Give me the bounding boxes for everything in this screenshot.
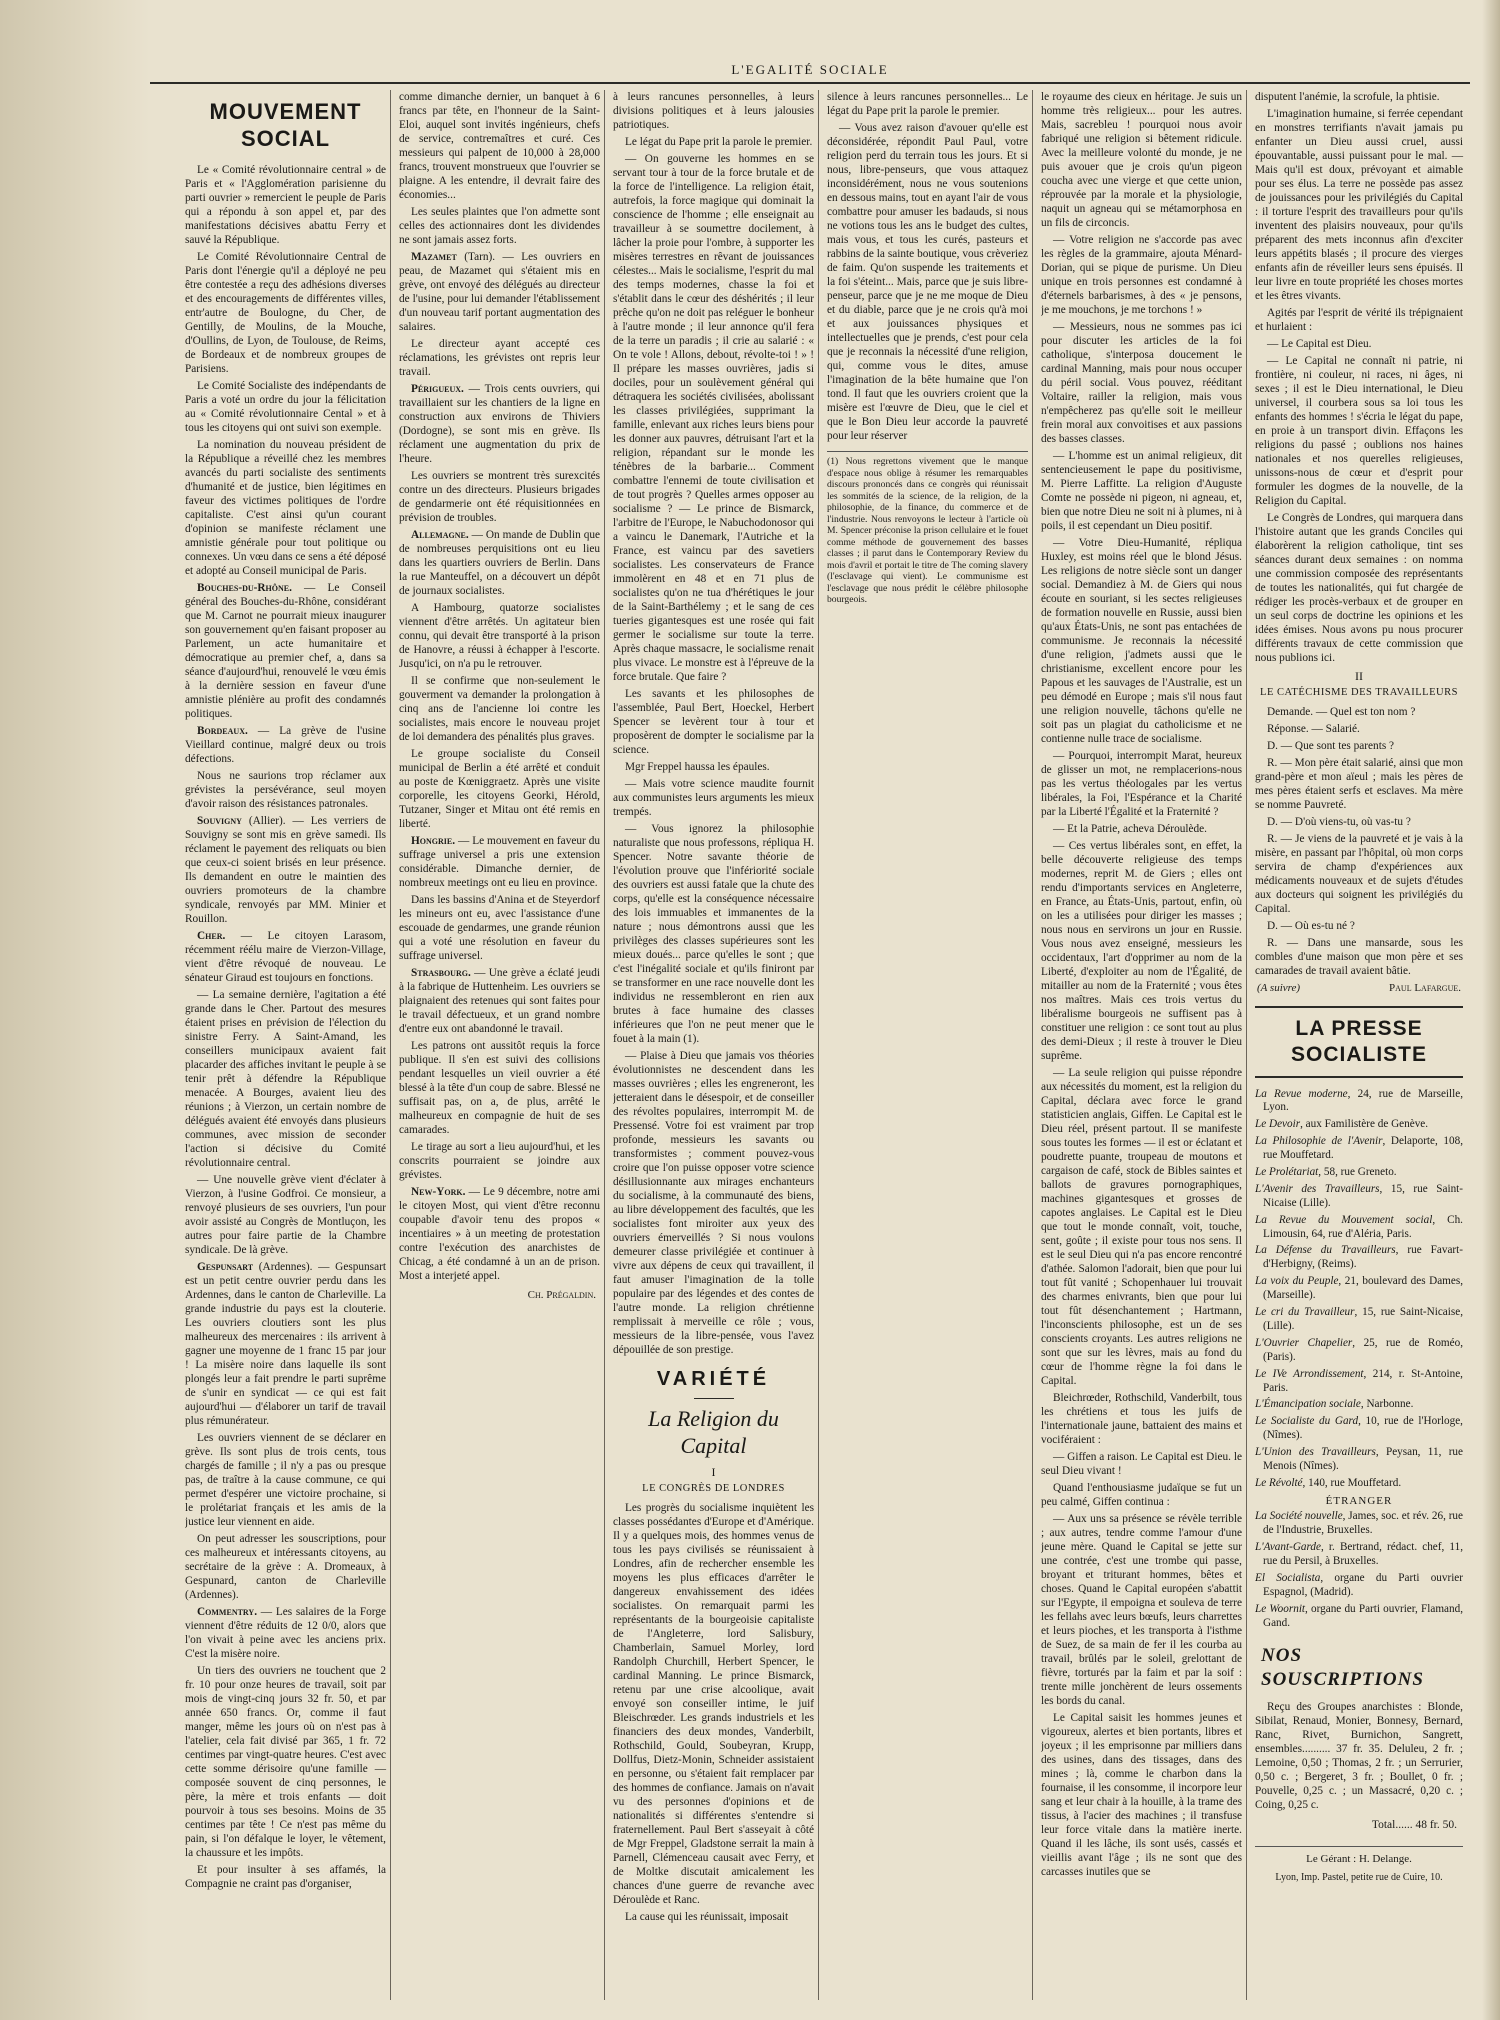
paragraph: — La seule religion qui puisse répondre aux nécessités du moment, est la religion du Capital, déclara avec force le grand statisticien anglais, Giffen. Le Capital est le Dieu réel, présent partout. Il se manifeste sous toutes les formes — il est or éclatant et poudrette puante, troupeau de moutons et cargaison de café, stock de Bibles saintes et ballots de gravures pornographiques, machines gigantesques et grosses de capotes anglaises. Le Capital est le Dieu que tout le monde connaît, voit, touche, sent, goûte ; il existe pour tous nos sens. Il est le seul Dieu qui n'a pas encore rencontré d'athée. Salomon l'adorait, bien que pour lui tout fût vanité ; Schopenhauer lui trouvait des charmes enivrants, bien que pour lui tout fût désenchantement ; Hartmann, l'inconscients philosophe, est un de ses conscients croyants. Les autres religions ne sont que sur les lèvres, mais au fond du cœur de l'homme règne la foi dans le Capital.	[1041, 1067, 1242, 1387]
dialogue-line: R. — Mon père était salarié, ainsi que mon grand-père et mon aïeul ; mais les pères de mes pères étaient serfs et esclaves. Ma mère se nomme Pauvreté.	[1255, 756, 1463, 811]
chapter-number: II	[1355, 669, 1363, 683]
paragraph: — Mais votre science maudite fournit aux communistes leurs arguments les mieux trempés.	[613, 778, 814, 818]
press-address: , Ch. Limousin, 64, rue d'Aléria, Paris.	[1263, 1213, 1463, 1240]
press-entry	[1255, 1446, 1463, 1474]
printer-imprint: Lyon, Imp. Pastel, petite rue de Cuire, 10.	[1275, 1872, 1443, 1884]
paragraph: Quand l'enthousiasme judaïque se fut un peu calmé, Giffen continua :	[1041, 1482, 1242, 1508]
press-title: El Socialista	[1255, 1571, 1321, 1584]
running-title: L'EGALITÉ SOCIALE	[150, 62, 1470, 84]
place-name: Bouches-du-Rhône.	[197, 581, 292, 594]
news-item: Bouches-du-Rhône. — Le Conseil général des Bouches-du-Rhône, considérant que M. Carnot ne pourrait mieux inaugurer son gouvernement qu'en faisant proposer au Parlement, un acte humanitaire et démocratique au premier chef, a, dans sa séance d'aujourd'hui, renouvelé le vœu émis à la dernière session en faveur d'une amnistie plénière au profit des condamnés politiques.	[185, 581, 386, 720]
paragraph: La cause qui les réunissait, imposait	[625, 1911, 789, 1924]
place-name: Gespunsart	[197, 1260, 254, 1273]
press-list	[1255, 1088, 1463, 1491]
news-item: Gespunsart (Ardennes). — Gespunsart est un petit centre ouvrier perdu dans les Ardennes, dans le canton de Charleville. La grande industrie du pays est la clouterie. Les ouvriers cloutiers sont les plus malheureux des mercenaires : ils arrivent à gagner une moyenne de 1 franc 15 par jour ! La misère noire dans laquelle ils sont plongés leur a fait prendre le parti suprême de s'unir en syndicat — ce qui est fait aujourd'hui — d'élaborer un tarif de travail plus rémunérateur.	[185, 1260, 386, 1427]
press-title: L'Ouvrier Chapelier	[1255, 1336, 1353, 1349]
press-title: La Société nouvelle	[1255, 1510, 1343, 1523]
article-title: La Religion du Capital	[648, 1405, 779, 1459]
press-entry	[1255, 1214, 1463, 1242]
presse-socialiste-title: LA PRESSE SOCIALISTE	[1255, 1006, 1463, 1078]
paragraph: Agités par l'esprit de vérité ils trépignaient et hurlaient :	[1255, 307, 1463, 333]
paragraph: — Aux uns sa présence se révèle terrible ; aux autres, tendre comme l'amour d'une jeune mère. Quand le Capital se jette sur une contrée, c'est une trombe qui passe, broyant et triturant hommes, bêtes et choses. Quand le Capital européen s'abattit sur l'Egypte, il empoigna et souleva de terre les fellahs avec leurs bœufs, leurs charrettes et leurs pioches, et les transporta à l'isthme de Suez, de sa main de fer il les courba au travail, brûlés par le soleil, grelottant de fièvre, torturés par la faim et par la soif : trente mille jonchèrent de leurs ossements les bords du canal.	[1041, 1513, 1242, 1707]
press-title: La Revue du Mouvement social	[1255, 1213, 1433, 1226]
paragraph: Le tirage au sort a lieu aujourd'hui, et les conscrits pourraient se joindre aux grévistes.	[399, 1141, 600, 1181]
press-entry	[1255, 1477, 1463, 1491]
paragraph: — Votre religion ne s'accorde pas avec les règles de la grammaire, ajouta Ménard-Dorian, qui se pique de purisme. Un Dieu unique en trois personnes est condamné à d'éternels barbarismes, à des « je pensons, je me mouchons, je me torchons ! »	[1041, 234, 1242, 316]
news-item: Cher. — Le citoyen Larasom, récemment réélu maire de Vierzon-Village, vient d'être révoqué de nouveau. Le sénateur Giraud est toujours en fonctions.	[185, 929, 386, 984]
chapter-number: I	[711, 1465, 716, 1480]
column-3	[613, 90, 819, 2000]
press-entry	[1255, 1118, 1463, 1132]
paragraph: — Le Capital ne connaît ni patrie, ni frontière, ni couleur, ni races, ni âges, ni sexes ; il est le Dieu international, le Dieu universel, il courbera sous sa loi tous les enfants des hommes ! s'écria le légat du pape, en proie à un transport divin. Effaçons les religions du passé ; oublions nos haines nationales et nos querelles religieuses, unissons-nous de cœur et d'esprit pour formuler les dogmes de la nouvelle, de la Religion du Capital.	[1255, 355, 1463, 507]
paragraph: Un tiers des ouvriers ne touchent que 2 fr. 10 pour onze heures de travail, soit par mois de vingt-cinq jours 32 fr. 50, et par année 650 francs. Or, comme il faut manger, même les jours où on n'est pas à l'atelier, cela fait divisé par 365, 1 fr. 72 centimes par vingt-quatre heures. C'est avec cette somme dérisoire qu'une famille — composée souvent de cinq personnes, le père, la mère et trois enfants — doit pourvoir à tous ses besoins. Moins de 35 centimes par tête ! Ce n'est pas même du pain, si l'on défalque le loyer, le vêtement, la chaussure et les impôts.	[185, 1664, 386, 1859]
press-entry	[1255, 1398, 1463, 1412]
press-entry	[1255, 1415, 1463, 1443]
dialogue-line: D. — Où es-tu né ?	[1267, 919, 1355, 932]
paragraph: Le directeur ayant accepté ces réclamations, les grévistes ont repris leur travail.	[399, 338, 600, 378]
paragraph: Les seules plaintes que l'on admette sont celles des actionnaires dont les dividendes ne sont jamais assez forts.	[399, 206, 600, 246]
press-title: L'Émancipation sociale	[1255, 1398, 1361, 1411]
chapter-title: LE CATÉCHISME DES TRAVAILLEURS	[1260, 686, 1458, 698]
press-address: , Peysan, 11, rue Menois (Nîmes).	[1263, 1446, 1463, 1472]
press-entry	[1255, 1368, 1463, 1396]
paragraph: L'imagination humaine, si ferrée cependant en monstres terrifiants n'avait jamais pu enfanter un Dieu aussi cruel, aussi épouvantable, aussi puissant pour le mal. — Mais qu'il est doux, prévoyant et aimable pour ses élus. La terre ne possède pas assez de jouissances pour les privilégiés du Capital : il torture l'esprit des travailleurs pour qu'ils inventent des plaisirs nouveaux, pour qu'ils préparent des mets inconnus afin d'exciter leurs appétits blasés ; il procure des vierges enfants afin de réveiller leurs sens épuisés. Il leur livre en toute propriété les choses mortes et les êtres vivants.	[1255, 108, 1463, 302]
press-entry	[1255, 1244, 1463, 1272]
souscriptions-text: Reçu des Groupes anarchistes : Blonde, Sibilat, Renaud, Monier, Bonnesy, Bernard, Ranc, Rivet, Burnichon, Sangrett, ensembles.......... 37 fr. 35. Deluleu, 2 fr. ; Lemoine, 0,50 ; Thomas, 2 fr. ; un Serrurier, 0,50 c. ; Bergeret, 3 fr. ; Boullet, 0 fr. ; Pouvelle, 0,25 c. ; un Massacré, 0,20 c. ; Coing, 0,25 c.	[1255, 1700, 1463, 1811]
column-5	[1041, 90, 1247, 2000]
press-address: , rue Favart-d'Herbigny, (Reims).	[1263, 1244, 1463, 1271]
press-title: La Défense du Travailleurs	[1255, 1244, 1396, 1257]
place-name: Mazamet	[411, 251, 457, 263]
paragraph: — On gouverne les hommes en se servant tour à tour de la force brutale et de la force de l'intelligence. La religion était, autrefois, la force magique qui dominait la conscience de l'homme ; elle enseignait au travailleur à se soumettre docilement, à lâcher la proie pour l'ombre, à supporter les misères terrestres en rêvant de jouissances célestes... Mais le socialisme, l'esprit du mal des temps modernes, chasse la foi et s'établit dans le cœur des déshérités ; il leur prêche qu'on ne doit pas reléguer le bonheur à l'autre monde ; il leur annonce qu'il fera de la terre un paradis ; il crie au salarié : « On te vole ! Allons, debout, révolte-toi ! » ! Il prépare les masses ouvrières, jadis si dociles, pour un soulèvement général qui détraquera les sociétés civilisées, abolissant les classes privilégiées, supprimant la famille, enlevant aux riches leurs biens pour les donner aux pauvres, détruisant l'art et la religion, répandant sur le monde les ténèbres de la barbarie... Comment combattre l'ennemi de toute civilisation et de tout progrès ? Quelles armes opposer au socialisme ? — Le prince de Bismarck, l'arbitre de l'Europe, le Nabuchodonosor qui a vaincu le Danemark, l'Autriche et la France, est vaincu par des savetiers socialistes. Les conservateurs de France immolèrent en 48 et en 71 plus de socialistes qu'on ne tua d'hérétiques le jour de la Saint-Barthélemy ; et le sang de ces tueries gigantesques est une rosée qui fait germer le socialisme sur toute la terre. Après chaque massacre, le socialisme renait plus vivace. Le monstre est à l'épreuve de la force brutale. Que faire ?	[613, 153, 814, 683]
paragraph: Les patrons ont aussitôt requis la force publique. Il s'en est suivi des collisions pendant lesquelles un vieil ouvrier a été blessé à la tête d'un coup de sabre. Blessé ne suffisait pas, on a, de plus, arrêté le malheureux en compagnie de huit de ses camarades.	[399, 1040, 600, 1136]
chapter-title: LE CONGRÈS DE LONDRES	[642, 1483, 785, 1495]
place-name: Cher.	[197, 929, 226, 942]
paragraph: La nomination du nouveau président de la République a réveillé chez les membres avancés du parti socialiste des sentiments d'humanité et de justice, bien légitimes en faveur des victimes politiques de l'ordre capitaliste. C'est ainsi qu'un courant d'opinion se manifeste réclament une amnistie générale pour tout politique ou connexes. Un vœu dans ce sens a été déposé et adopté au Conseil municipal de Paris.	[185, 438, 386, 577]
paragraph: Bleichrœder, Rothschild, Vanderbilt, tous les chrétiens et tous les juifs de l'internationale jaune, battaient des mains et vociféraient :	[1041, 1392, 1242, 1446]
news-item: Périgueux. — Trois cents ouvriers, qui travaillaient sur les chantiers de la ligne en construction aux environs de Thiviers (Dordogne), se sont mis en grève. Ils réclament une augmentation du prix de l'heure.	[399, 383, 600, 465]
author-signature: Paul Lafargue.	[1389, 981, 1461, 994]
press-title: Le Socialiste du Gard	[1255, 1415, 1359, 1428]
signature: Ch. Prégaldin.	[527, 1289, 596, 1301]
press-address: , aux Familistère de Genève.	[1300, 1118, 1429, 1131]
place-name: Bordeaux.	[197, 724, 248, 737]
footnote: (1) Nous regrettons vivement que le manque d'espace nous oblige à résumer les remarquables discours prononcés dans ce congrès qui réunissait les sommités de la science, de la religion, de la philosophie, de la finance, du commerce et de l'industrie. Nous renvoyons le lecteur à l'article où M. Spencer préconise la prison cellulaire et le fouet comme méthode de gouvernement des basses classes ; il parut dans le Contemporary Review du mois d'avril et portait le titre de The coming slavery (l'esclavage qui vient). Le communisme est l'esclavage que nous prédit le célèbre philosophe bourgeois.	[827, 451, 1028, 606]
press-title: La Philosophie de l'Avenir	[1255, 1135, 1383, 1148]
a-suivre: (A suivre)	[1257, 981, 1301, 994]
press-title: Le Woornit	[1255, 1602, 1306, 1615]
press-address: , 21, boulevard des Dames, (Marseille).	[1263, 1275, 1463, 1302]
paragraph: — Une nouvelle grève vient d'éclater à Vierzon, à l'usine Godfroi. Ce monsieur, a renvoyé plusieurs de ses ouvriers, l'un pour avoir assisté au Congrès de Montluçon, les autres pour faire partie de la Chambre syndicale. De là grève.	[185, 1173, 386, 1256]
news-item: New-York. — Le 9 décembre, notre ami le citoyen Most, qui vient d'être reconnu coupable d'avoir tenu des propos « incentiaires » à un meeting de protestation contre l'exécution des anarchistes de Chicag, a été condamné à un an de prison. Most a interjeté appel.	[399, 1186, 600, 1282]
press-entry	[1255, 1166, 1463, 1180]
press-address: , organe du Parti ouvrier Espagnol, (Madrid).	[1263, 1571, 1463, 1598]
paragraph: Le Capital saisit les hommes jeunes et vigoureux, alertes et bien portants, libres et joyeux ; il les emprisonne par milliers dans des usines, dans des tissages, dans des mines ; là, comme le charbon dans la fournaise, il les consomme, il incorpore leur sang et leur chair à la houille, à la trame des tissus, à l'acier des machines ; il transfuse leur force vitale dans la matière inerte. Quand il les lâche, ils sont usés, cassés et vieillis avant l'âge ; ils ne sont que des carcasses inutiles que se	[1041, 1712, 1242, 1878]
press-entry	[1255, 1135, 1463, 1163]
souscriptions-title: NOS SOUSCRIPTIONS	[1261, 1645, 1424, 1691]
page-right-edge	[1482, 0, 1500, 2020]
etranger-heading: ÉTRANGER	[1325, 1494, 1393, 1507]
paragraph: — Plaise à Dieu que jamais vos théories évolutionnistes ne descendent dans les masses ouvrières ; elles les engreneront, les jetteraient dans le désespoir, et de conseiller des révoltes populaires, interrompit M. de Pressensé. Votre foi est vraiment par trop profonde, messieurs les savants ou transformistes ; comment pouvez-vous croire que l'on puisse opposer votre science désillusionnante aux mirages enchanteurs du socialisme, à la communauté des biens, au libre développement des facultés, que les socialistes font miroiter aux yeux des ouvriers émerveillés ? Si nous voulons demeurer classe privilégiée et continuer à vivre aux dépens de ceux qui travaillent, il faut amuser l'imagination de la tolle populaire par des légendes et des contes de l'autre monde. La religion chrétienne remplissait à merveille ce rôle ; vous, messieurs de la libre-pensée, vous l'avez dépouillée de son prestige.	[613, 1050, 814, 1356]
press-entry	[1255, 1306, 1463, 1334]
press-title: L'Union des Travailleurs	[1255, 1446, 1376, 1459]
paragraph: disputent l'anémie, la scrofule, la phtisie.	[1255, 91, 1440, 103]
column-2	[399, 90, 605, 2000]
press-address: , Delaporte, 108, rue Mouffetard.	[1263, 1135, 1464, 1162]
press-entry	[1255, 1572, 1463, 1600]
press-entry	[1255, 1275, 1463, 1303]
paragraph: silence à leurs rancunes personnelles... Le légat du Pape prit la parole le premier.	[827, 91, 1028, 117]
paragraph: — Messieurs, nous ne sommes pas ici pour discuter les articles de la foi catholique, s'interposa doucement le cardinal Manning, mais pour nous occuper du péril social. Vous pouvez, rééditant Voltaire, railler la religion, mais vous n'empêcherez pas qu'elle soit le meilleur frein moral aux convoitises et aux passions des basses classes.	[1041, 321, 1242, 445]
press-address: , 25, rue de Roméo, (Paris).	[1263, 1336, 1463, 1363]
column-4	[827, 90, 1033, 2000]
press-title: Le Prolétariat	[1255, 1166, 1319, 1179]
press-entry	[1255, 1088, 1463, 1116]
article-footer	[1257, 982, 1461, 996]
press-address: , 15, rue Saint-Nicaise (Lille).	[1263, 1182, 1463, 1209]
press-address: , 10, rue de l'Horloge, (Nîmes).	[1263, 1415, 1463, 1442]
press-entry	[1255, 1510, 1463, 1538]
place-name: Strasbourg.	[411, 967, 471, 979]
news-item: Allemagne. — On mande de Dublin que de nombreuses perquisitions ont eu lieu dans les quartiers ouvriers de Berlin. Dans la rue Manteuffel, on a découvert un dépôt de journaux socialistes.	[399, 529, 600, 597]
press-address: , James, soc. et rév. 26, rue de l'Industrie, Bruxelles.	[1263, 1510, 1463, 1537]
divider	[694, 1398, 734, 1399]
dialogue-line: R. — Dans une mansarde, sous les combles d'une maison que mon père et ses camarades de travail avaient bâtie.	[1255, 936, 1463, 977]
paragraph: Les ouvriers viennent de se déclarer en grève. Ils sont plus de trois cents, tous chargés de famille ; il n'y a pas ou presque pas, de traître à la cause commune, ce qui permet d'espérer une victoire prochaine, si le prolétariat français et les amis de la justice leur viennent en aide.	[185, 1431, 386, 1528]
dialogue-line: D. — Que sont tes parents ?	[1267, 739, 1395, 752]
mouvement-social-title: MOUVEMENT SOCIAL	[209, 99, 362, 152]
column-1	[185, 90, 391, 2000]
paragraph: — Vous ignorez la philosophie naturaliste que nous professons, répliqua H. Spencer. Notre savante théorie de l'évolution prouve que l'infériorité sociale des ouvriers est aussi fatale que la chute des corps, qu'elle est la conséquence nécessaire des lois immuables et immanentes de la nature ; nous démontrons aussi que les privilèges des classes supérieures sont les mieux doués... parce qu'elles le sont ; que c'est l'inégalité sociale et qu'ils finiront par se transformer en une race nouvelle dont les individus ne ressembleront en rien aux brutes à face humaine des classes inférieures que l'on ne peut mener que le fouet à la main (1).	[613, 823, 814, 1045]
place-name: Allemagne.	[411, 529, 469, 541]
press-title: L'Avant-Garde	[1255, 1541, 1321, 1554]
paragraph: Le Comité Socialiste des indépendants de Paris a voté un ordre du jour la félicitation au « Comité révolutionnaire Cental » et à tous les citoyens qui ont suivi son exemple.	[185, 379, 386, 434]
news-item: Souvigny (Allier). — Les verriers de Souvigny se sont mis en grève samedi. Ils réclament le payement des reliquats ou bien que ceux-ci soient brisés en leur présence. Ils demandent en outre le maintien des ouvriers promoteurs de la chambre syndicale, renvoyés par MM. Minier et Rouillon.	[185, 814, 386, 925]
paragraph: Le légat du Pape prit la parole le premier.	[625, 136, 813, 148]
column-6	[1255, 90, 1467, 2000]
press-address: , 15, rue Saint-Nicaise, (Lille).	[1263, 1306, 1463, 1332]
paragraph: — L'homme est un animal religieux, dit sentencieusement le pape du positivisme, M. Pierre Laffitte. La religion d'Auguste Comte ne possède ni pigeon, ni agneau, et, bien que notre Dieu ne soit ni à plumes, ni à poils, il est cependant un Dieu positif.	[1041, 450, 1242, 532]
paragraph: Dans les bassins d'Anina et de Steyerdorf les mineurs ont eu, avec l'assistance d'une escouade de gendarmes, une grande réunion qui a voté une résolution en faveur du suffrage universel.	[399, 894, 600, 962]
place-name: Commentry.	[197, 1605, 258, 1618]
paragraph: Les progrès du socialisme inquiètent les classes possédantes d'Europe et d'Amérique. Il y a quelques mois, des hommes venus de tous les pays civilisés se réunissaient à Londres, afin de rechercher ensemble les moyens les plus efficaces d'arrêter le dangereux envahissement des idées socialistes. On remarquait parmi les représentants de la bourgeoisie capitaliste de l'Angleterre, lord Salisbury, Chamberlain, Samuel Morley, lord Randolph Churchill, Herbert Spencer, le cardinal Manning. Le prince Bismarck, retenu par une crise alcoolique, avait envoyé son conseiller intime, le juif Bleischrœder. Les grands industriels et les financiers des deux mondes, Vanderbilt, Rothschild, Gould, Soubeyran, Krupp, Dollfus, Dietz-Monin, Schneider assistaient en personne, ou s'étaient fait remplacer par des hommes de confiance. Jamais on n'avait vu des personnes d'opinions et de nationalités si différentes s'entendre si fraternellement. Paul Bert s'asseyait à côté de Mgr Freppel, Gladstone serrait la main à Parnell, Clémenceau causait avec Ferry, et de Moltke discutait amicalement les chances d'une guerre de revanche avec Déroulède et Ranc.	[613, 1502, 814, 1907]
place-name: Périgueux.	[411, 383, 464, 395]
paragraph: comme dimanche dernier, un banquet à 6 francs par tête, en l'honneur de la Saint-Eloi, auquel sont invités ingénieurs, chefs de service, contremaîtres et curé. Ces messieurs qui palpent de 10,000 à 28,000 francs, trouvent monstrueux que l'ouvrier se plaigne. A les entendre, il devrait faire des économies...	[399, 91, 600, 201]
news-item: Mazamet (Tarn). — Les ouvriers en peau, de Mazamet qui s'étaient mis en grève, ont envoyé des délégués au directeur de l'usine, pour lui demander l'établissement d'un nouveau tarif portant augmentation des salaires.	[399, 251, 600, 333]
columns	[185, 90, 1480, 2000]
press-address: , 58, rue Greneto.	[1318, 1166, 1397, 1179]
press-address: , 140, rue Mouffetard.	[1302, 1476, 1402, 1489]
press-title: Le Devoir	[1255, 1118, 1301, 1131]
news-item: Commentry. — Les salaires de la Forge viennent d'être réduits de 12 0/0, alors que l'on vivait à peine avec les anciens prix. C'est la misère noire.	[185, 1605, 386, 1660]
paragraph: Les ouvriers se montrent très surexcités contre un des directeurs. Plusieurs brigades de gendarmerie ont été réquisitionnées en prévision de troubles.	[399, 470, 600, 524]
paragraph: Il se confirme que non-seulement le gouverment va demander la prolongation à cinq ans de l'ancienne loi contre les socialistes, mais encore le nouveau projet de loi demandera des pénalités plus graves.	[399, 675, 600, 743]
dialogue-line: Réponse. — Salarié.	[1267, 722, 1360, 735]
press-entry	[1255, 1183, 1463, 1211]
news-item: Strasbourg. — Une grève a éclaté jeudi à la fabrique de Huttenheim. Les ouvriers se plaignaient des retenues qui sont faites pour le travail défectueux, et un grand nombre d'entre eux ont abandonné le travail.	[399, 967, 600, 1035]
paragraph: Le groupe socialiste du Conseil municipal de Berlin a été arrêté et conduit au poste de Kœniggraetz. Après une visite corporelle, les citoyens Georki, Hérold, Tutzaner, Singer et Mitau ont été remis en liberté.	[399, 748, 600, 830]
paragraph: Et pour insulter à ses affamés, la Compagnie ne craint pas d'organiser,	[185, 1863, 386, 1890]
paragraph: — Pourquoi, interrompit Marat, heureux de glisser un mot, ne remplacerions-nous pas les vertus théologales par les vertus libérales, la Foi, l'Espérance et la Charité par la Liberté l'Égalité et la Fraternité ?	[1041, 750, 1242, 818]
dialogue-line: Demande. — Quel est ton nom ?	[1267, 705, 1416, 718]
news-item: Bordeaux. — La grève de l'usine Vieillard continue, malgré deux ou trois défections.	[185, 724, 386, 765]
paragraph: Le Congrès de Londres, qui marquera dans l'histoire autant que les grands Conciles qui élaborèrent la religion catholique, tint ses séances durant deux semaines : on nomma une commission composée des représentants de toutes les nationalités, qui fut chargée de rédiger les procès-verbaux et de grouper en un seul corps de doctrine les opinions et les idées émises. Nous avons pu nous procurer différents travaux de cette commission que nous publions ici.	[1255, 512, 1463, 664]
press-title: La voix du Peuple	[1255, 1275, 1339, 1288]
paragraph: à leurs rancunes personnelles, à leurs divisions politiques et à leurs jalousies patriotiques.	[613, 91, 814, 131]
gerant-line: Le Gérant : H. Delange.	[1255, 1846, 1463, 1867]
page-fold-margin	[0, 0, 150, 2020]
press-title: L'Avenir des Travailleurs	[1255, 1182, 1380, 1195]
press-address: , r. Bertrand, rédact. chef, 11, rue du Persil, à Bruxelles.	[1263, 1541, 1463, 1568]
paragraph: Le Comité Révolutionnaire Central de Paris dont l'énergie qu'il a déployé ne peu être contestée a reçu des adhésions diverses et des encouragements de différentes villes, entr'autre de Boulogne, du Cher, de Gentilly, de Moulins, de la Mouche, d'Oullins, de Lyon, de Toulouse, de Reims, de Bordeaux et de nombreux groupes de Parisiens.	[185, 250, 386, 375]
paragraph: Le « Comité révolutionnaire central » de Paris et « l'Agglomération parisienne du parti ouvrier » remercient le peuple de Paris qui a répondu à son appel et, par des manifestations décisives abattu Ferry et sauvé la République.	[185, 163, 386, 246]
press-address: , 214, r. St-Antoine, Paris.	[1263, 1367, 1463, 1394]
foreign-press-list	[1255, 1510, 1463, 1630]
paragraph: — La semaine dernière, l'agitation a été grande dans le Cher. Partout des mesures étaient prises en prévision de l'élection du sinistre Ferry. A Saint-Amand, les conseillers municipaux avaient fait placarder des affiches invitant le peuple à se tenir prêt à défendre la République menacée. A Bourges, avaient lieu des réunions ; à Vierzon, un certain nombre de délégués avaient été envoyés dans plusieurs communes, avec mission de seconder l'action si décisive du Comité révolutionnaire central.	[185, 988, 386, 1169]
place-name: New-York.	[411, 1186, 466, 1198]
dialogue-line: R. — Je viens de la pauvreté et je vais à la misère, en passant par l'hôpital, où mon corps servira de champ d'expériences aux médicaments nouveaux et de sujets d'études aux docteurs qui soignent les privilégiés du Capital.	[1255, 832, 1463, 915]
paragraph: — Vous avez raison d'avouer qu'elle est déconsidérée, répondit Paul Paul, votre religion perd du terrain tous les jours. Et si nous, libre-penseurs, que vous attaquez inconsidérément, nous ne vous soutenions en dessous mains, tout en ayant l'air de vous combattre pour amuser les badauds, si nous ne votions tous les ans le budget des cultes, mais vous, et tous les curés, pasteurs et rabbins de la sainte boutique, vous crèveriez de faim. Qu'on suspende les traitements et la foi s'éteint... Mais, parce que je suis libre-penseur, parce que je ne me moque de Dieu et du diable, parce que je ne crois qu'à moi et aux jouissances physiques et intellectuelles que je prends, c'est pour cela que je reconnais la nécessité d'une religion, qui, comme vous le dites, amuse l'imagination de la bête humaine que l'on tond. Il faut que les ouvriers croient que la misère est l'œuvre de Dieu, que le ciel et que le Bon Dieu leur accorde la pauvreté pour leur réserver	[827, 122, 1028, 442]
paragraph: Mgr Freppel haussa les épaules.	[625, 761, 770, 773]
paragraph: — Ces vertus libérales sont, en effet, la belle découverte religieuse des temps modernes, reprit M. de Giers ; elles ont rendu d'importants services en Angleterre, en France, au États-Unis, partout, enfin, où on les a utilisées pour diriger les masses ; nous nous en servirons un jour en Russie. Vous nous avez enseigné, messieurs les occidentaux, l'art d'opprimer au nom de la Liberté, d'exploiter au nom de l'Égalité, de mitailler au nom de la Fraternité ; vous êtes nos maîtres. Mais ces trois vertus du libéralisme bourgeois ne suffisent pas à constituer une religion : ce sont tout au plus des demi-Dieux ; il reste à trouver le Dieu suprême.	[1041, 840, 1242, 1062]
paragraph: A Hambourg, quatorze socialistes viennent d'être arrêtés. Un agitateur bien connu, qui devait être transporté à la prison de Hanovre, a réussi à échapper à l'escorte. Jusqu'ici, on n'a pu le retrouver.	[399, 602, 600, 670]
variete-heading: VARIÉTÉ	[656, 1368, 771, 1390]
souscriptions-total: Total...... 48 fr. 50.	[1371, 1818, 1457, 1831]
paragraph: Les savants et les philosophes de l'assemblée, Paul Bert, Hoeckel, Herbert Spencer se levèrent tour à tour et proposèrent de dompter le socialisme par la science.	[613, 688, 814, 756]
press-title: La Revue moderne	[1255, 1087, 1348, 1100]
place-name: Souvigny	[197, 814, 242, 827]
press-title: Le IVe Arrondissement	[1255, 1367, 1364, 1380]
press-title: Le cri du Travailleur	[1255, 1306, 1355, 1319]
paragraph: Nous ne saurions trop réclamer aux grévistes la persévérance, seul moyen d'avoir raison des résistances patronales.	[185, 769, 386, 810]
press-address: , organe du Parti ouvrier, Flamand, Gand.	[1263, 1602, 1463, 1629]
paragraph: — Giffen a raison. Le Capital est Dieu. le seul Dieu vivant !	[1041, 1451, 1242, 1477]
press-entry	[1255, 1541, 1463, 1569]
paragraph: — Et la Patrie, acheva Déroulède.	[1053, 823, 1208, 835]
paragraph: — Votre Dieu-Humanité, répliqua Huxley, est moins réel que le blond Jésus. Les religions de notre siècle sont un danger social. Demandiez à M. de Giers qui nous écoute en souriant, si les sectes religieuses de formation nouvelle en Russie, aussi bien qu'aux États-Unis, ne sont pas entachées de communisme. Je reconnais la nécessité d'une religion, j'admets aussi que le christianisme, excellent encore pour les Papous et les sauvages de l'Australie, est un peu démodé en Europe ; mais s'il nous faut une religion nouvelle, tâchons qu'elle ne soit pas un plagiat du catholicisme et ne contienne nulle trace de socialisme.	[1041, 537, 1242, 745]
press-entry	[1255, 1603, 1463, 1631]
press-entry	[1255, 1337, 1463, 1365]
dialogue-line: D. — D'où viens-tu, où vas-tu ?	[1267, 815, 1411, 828]
press-title: Le Révolté	[1255, 1476, 1303, 1489]
press-address: , 24, rue de Marseille, Lyon.	[1263, 1087, 1463, 1114]
press-address: , Narbonne.	[1360, 1398, 1414, 1411]
place-name: Hongrie.	[411, 835, 456, 847]
paragraph: le royaume des cieux en héritage. Je suis un homme très religieux... pour les autres. Mais, sacrebleu ! pourquoi nous avoir fabriqué une religion si bêtement ridicule. Avec la meilleure volonté du monde, je ne puis avouer que je crois qu'un pigeon coucha avec une vierge et que cette union, réprouvée par la morale et la physiologie, naquit un agneau qui se métamorphosa en un fils de circoncis.	[1041, 91, 1242, 229]
paragraph: On peut adresser les souscriptions, pour ces malheureux et intéressants citoyens, au secrétaire de la grève : A. Dromeaux, à Gespunard, canton de Charleville (Ardennes).	[185, 1532, 386, 1601]
paragraph: — Le Capital est Dieu.	[1267, 338, 1372, 350]
news-item: Hongrie. — Le mouvement en faveur du suffrage universel a pris une extension considérable. Dimanche dernier, de nombreux meetings ont eu lieu en province.	[399, 835, 600, 889]
